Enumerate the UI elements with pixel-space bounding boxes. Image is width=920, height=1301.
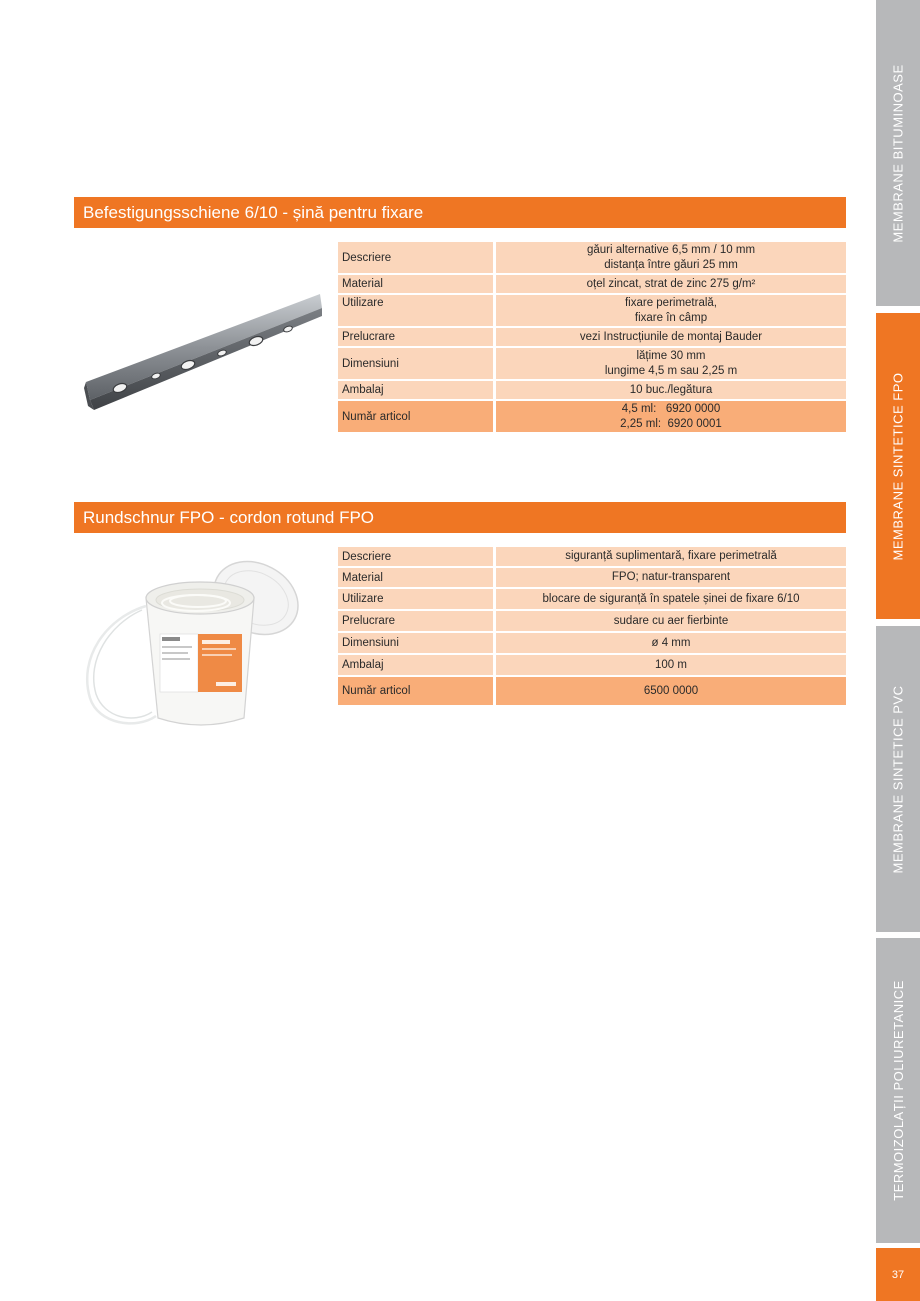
rail-spec-table [338, 242, 846, 434]
spec-value [496, 568, 846, 587]
cord-spec-table [338, 547, 846, 707]
spec-value-line: 100 m [655, 658, 687, 671]
spec-value [496, 589, 846, 609]
spec-value-line: 2,25 ml: 6920 0001 [620, 417, 722, 430]
spec-row-prelucrare [338, 328, 846, 346]
spec-value [496, 275, 846, 293]
spec-row-ambalaj [338, 655, 846, 675]
spec-value [496, 547, 846, 566]
spec-row-dimensiuni [338, 348, 846, 379]
sidebar-tab-poliuretanice[interactable] [876, 938, 920, 1243]
spec-row-numar-articol [338, 677, 846, 705]
sidebar-tab-label: MEMBRANE SINTETICE PVC [890, 685, 906, 873]
section-title-cord: Rundschnur FPO - cordon rotund FPO [74, 502, 846, 533]
spec-value [496, 401, 846, 432]
spec-value-line: fixare perimetrală, [624, 296, 718, 309]
spec-label: Utilizare [338, 589, 493, 609]
spec-value-line: distanța între găuri 25 mm [604, 258, 738, 271]
spec-label: Număr articol [338, 677, 493, 705]
sidebar-tab-fpo[interactable] [876, 313, 920, 619]
spec-value [496, 242, 846, 273]
spec-row-ambalaj [338, 381, 846, 399]
spec-value-line: sudare cu aer fierbinte [613, 614, 729, 627]
spec-row-numar-articol [338, 401, 846, 432]
spec-label: Ambalaj [338, 655, 493, 675]
spec-value-line: FPO; natur-transparent [611, 571, 731, 583]
spec-label: Material [338, 275, 493, 293]
spec-value-line: ø 4 mm [651, 636, 691, 649]
spec-value-line: lungime 4,5 m sau 2,25 m [604, 364, 738, 377]
spec-label: Prelucrare [338, 611, 493, 631]
rail-product-image [74, 280, 324, 430]
spec-value [496, 633, 846, 653]
spec-row-prelucrare [338, 611, 846, 631]
spec-label: Prelucrare [338, 328, 493, 346]
spec-label: Ambalaj [338, 381, 493, 399]
spec-value [496, 348, 846, 379]
spec-value [496, 611, 846, 631]
spec-label: Material [338, 568, 493, 587]
page-number: 37 [876, 1248, 920, 1301]
sidebar-tab-bituminoase[interactable] [876, 0, 920, 306]
spec-value-line: lățime 30 mm [636, 349, 706, 362]
spec-row-utilizare [338, 295, 846, 326]
spec-value-line: 10 buc./legătura [629, 383, 713, 396]
spec-value-line: siguranță suplimentară, fixare perimetrală [565, 550, 777, 562]
spec-row-utilizare [338, 589, 846, 609]
spec-value-line: 6500 0000 [643, 684, 699, 697]
spec-row-dimensiuni [338, 633, 846, 653]
spec-label: Dimensiuni [338, 348, 493, 379]
sidebar-tab-label: MEMBRANE SINTETICE FPO [890, 372, 906, 560]
spec-value-line: oțel zincat, strat de zinc 275 g/m² [586, 277, 756, 290]
sidebar-tab-label: MEMBRANE BITUMINOASE [890, 63, 906, 243]
spec-value [496, 677, 846, 705]
spec-row-descriere [338, 242, 846, 273]
spec-label: Descriere [338, 547, 493, 566]
spec-value-line: fixare în câmp [634, 311, 708, 324]
spec-value-line: 4,5 ml: 6920 0000 [621, 402, 721, 415]
spec-row-material [338, 275, 846, 293]
spec-label: Descriere [338, 242, 493, 273]
spec-value [496, 295, 846, 326]
spec-label: Număr articol [338, 401, 493, 432]
spec-row-descriere [338, 547, 846, 566]
sidebar-tab-pvc[interactable] [876, 626, 920, 932]
spec-label: Dimensiuni [338, 633, 493, 653]
spec-value [496, 381, 846, 399]
spec-value-line: găuri alternative 6,5 mm / 10 mm [586, 243, 756, 256]
spec-row-material [338, 568, 846, 587]
spec-label: Utilizare [338, 295, 493, 326]
spec-value-line: blocare de siguranță în spatele șinei de fixare 6/10 [542, 592, 800, 605]
section-title-rail: Befestigungsschiene 6/10 - șină pentru fixare [74, 197, 846, 228]
spec-value [496, 655, 846, 675]
sidebar-tab-label: TERMOIZOLAȚII POLIURETANICE [890, 980, 906, 1201]
spec-value [496, 328, 846, 346]
spec-value-line: vezi Instrucțiunile de montaj Bauder [579, 330, 763, 343]
cord-bucket-image [76, 548, 326, 734]
